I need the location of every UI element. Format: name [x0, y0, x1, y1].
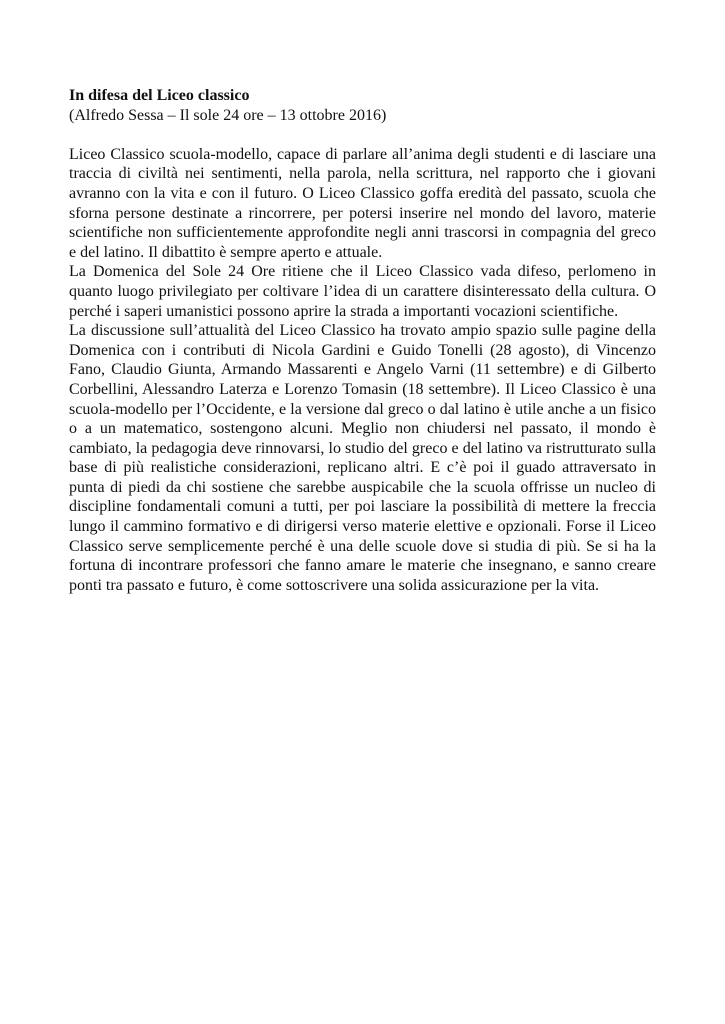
paragraph-intro: Liceo Classico scuola-modello, capace di parlare all’anima degli studenti e di lasciare una traccia di civiltà nei sentimenti, nella parola, nella scrittura, nel rapporto che i giovani avranno con la vita e con il futuro. O Liceo Classico goffa eredità del passato, scuola che sforna persone destinate a rincorrere, per potersi inserire nel mondo del lavoro, materie scientifiche non sufficientemente approfondite negli anni trascorsi in compagnia del greco e del latino. Il dibattito è sempre aperto e attuale. [69, 145, 656, 261]
paragraph-domenica: La Domenica del Sole 24 Ore ritiene che il Liceo Classico vada difeso, perlomeno in quanto luogo privilegiato per coltivare l’idea di un carattere disinteressato della cultura. O perché i saperi umanistici possono aprire la strada a importanti vocazioni scientifiche. [69, 263, 656, 320]
document-subtitle: (Alfredo Sessa – Il sole 24 ore – 13 ottobre 2016) [69, 106, 387, 124]
blank-line [69, 125, 656, 145]
document-title: In difesa del Liceo classico [69, 87, 250, 104]
document-page [69, 86, 656, 595]
paragraph-discussion: La discussione sull’attualità del Liceo Classico ha trovato ampio spazio sulle pagine della Domenica con i contributi di Nicola Gardini e Guido Tonelli (28 agosto), di Vincenzo Fano, Claudio Giunta, Armando Massarenti e Angelo Varni (11 settembre) e di Gilberto Corbellini, Alessandro Laterza e Lorenzo Tomasin (18 settembre). Il Liceo Classico è una scuola-modello per l’Occidente, e la versione dal greco o dal latino è utile anche a un fisico o a un matematico, sostengono alcuni. Meglio non chiudersi nel passato, il mondo è cambiato, la pedagogia deve rinnovarsi, lo studio del greco e del latino va ristrutturato sulla base di più realistiche considerazioni, replicano altri. E c’è poi il guado attraversato in punta di piedi da chi sostiene che sarebbe auspicabile che la scuola offrisse un nucleo di discipline fondamentali comuni a tutti, per poi lasciare la possibilità di mettere la freccia lungo il cammino formativo e di dirigersi verso materie elettive e opzionali. Forse il Liceo Classico serve semplicemente perché è una delle scuole dove si studia di più. Se si ha la fortuna di incontrare professori che fanno amare le materie che insegnano, e sanno creare ponti tra passato e futuro, è come sottoscrivere una solida assicurazione per la vita. [69, 322, 656, 594]
